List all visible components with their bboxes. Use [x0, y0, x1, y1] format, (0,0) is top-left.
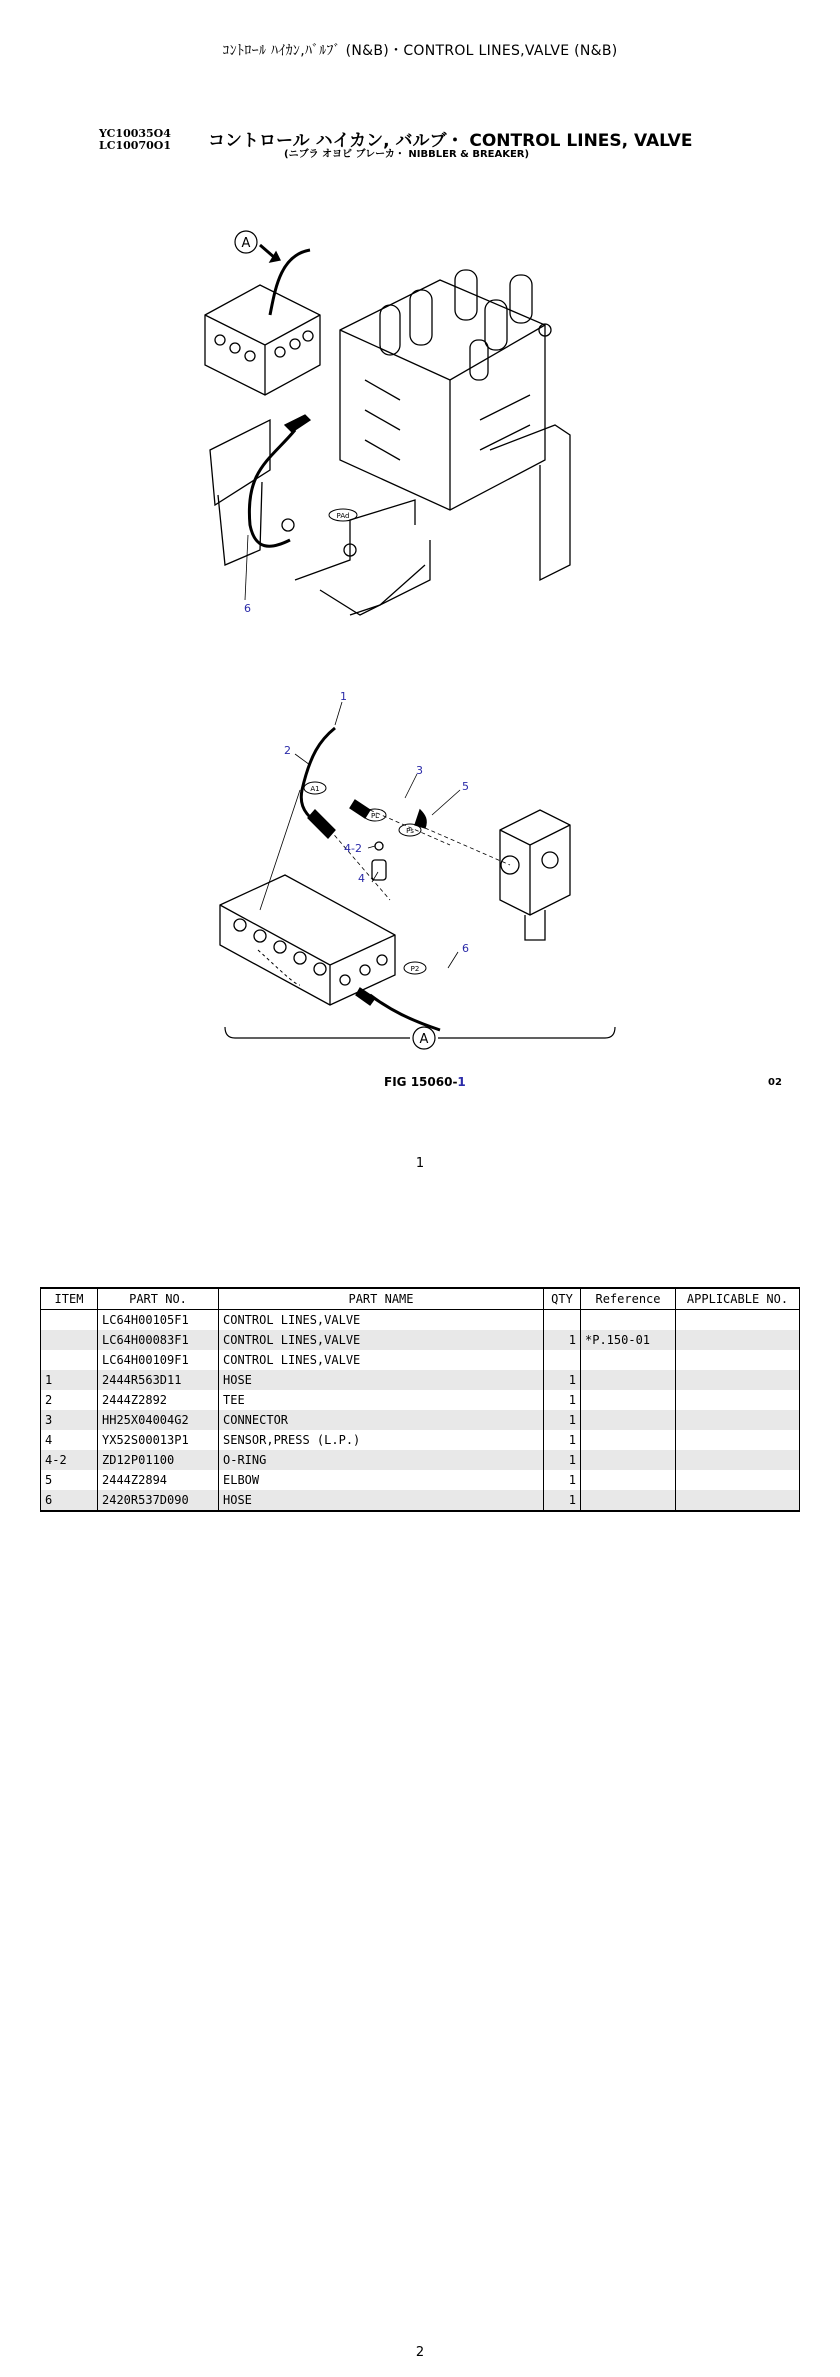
cell-part-no: LC64H00083F1 — [98, 1330, 219, 1350]
upper-item-6-label: 6 — [244, 602, 251, 615]
cell-applicable — [676, 1310, 800, 1331]
cell-part-no: 2444Z2892 — [98, 1390, 219, 1410]
col-part-no-header: PART NO. — [98, 1288, 219, 1310]
view-a-label: A — [241, 236, 251, 251]
port-ps-label: Ps — [406, 827, 414, 835]
upper-hose-6 — [249, 430, 295, 546]
cell-part-name: HOSE — [219, 1490, 544, 1511]
table-row — [41, 1330, 800, 1350]
cell-qty: 1 — [544, 1490, 581, 1511]
cell-item — [41, 1310, 98, 1331]
sheet-number: 02 — [768, 1077, 782, 1088]
figure-caption-prefix: FIG 15060- — [384, 1075, 458, 1089]
cell-reference — [581, 1390, 676, 1410]
cell-reference — [581, 1370, 676, 1390]
cell-part-name: ELBOW — [219, 1470, 544, 1490]
cell-part-name: TEE — [219, 1390, 544, 1410]
figure-caption-number: 1 — [457, 1075, 466, 1089]
page-number-bottom: 2 — [415, 2345, 425, 2360]
cell-item — [41, 1330, 98, 1350]
cell-applicable — [676, 1390, 800, 1410]
col-item-header: ITEM — [41, 1288, 98, 1310]
cell-part-no: LC64H00109F1 — [98, 1350, 219, 1370]
cell-qty — [544, 1310, 581, 1331]
valve-block-drawing — [205, 270, 570, 615]
cell-part-no: YX52S00013P1 — [98, 1430, 219, 1450]
figure-caption — [384, 1075, 466, 1089]
item-label-4: 4 — [358, 872, 365, 885]
item-label-1: 1 — [340, 690, 347, 703]
item-label-3: 3 — [416, 764, 423, 777]
figure-code-1: YC10035O4 — [99, 127, 171, 140]
cell-part-name: CONNECTOR — [219, 1410, 544, 1430]
item-label-6: 6 — [462, 942, 469, 955]
cell-applicable — [676, 1330, 800, 1350]
table-row — [41, 1470, 800, 1490]
cell-part-name: O-RING — [219, 1450, 544, 1470]
oring-item-4-2 — [375, 842, 383, 850]
cell-reference — [581, 1450, 676, 1470]
valve-bank-drawing — [220, 875, 395, 1005]
port-a1-label: A1 — [310, 785, 320, 793]
cell-applicable — [676, 1450, 800, 1470]
cell-reference — [581, 1470, 676, 1490]
cell-applicable — [676, 1350, 800, 1370]
cell-part-no: 2444Z2894 — [98, 1470, 219, 1490]
page-number-top: 1 — [415, 1156, 425, 1171]
cell-item: 3 — [41, 1410, 98, 1430]
parts-table — [40, 1287, 800, 1512]
cell-applicable — [676, 1410, 800, 1430]
item-label-4-2: 4-2 — [344, 842, 362, 855]
cell-qty: 1 — [544, 1450, 581, 1470]
upper-drawing — [200, 220, 600, 640]
cell-item: 4 — [41, 1430, 98, 1450]
table-row — [41, 1350, 800, 1370]
cell-reference — [581, 1490, 676, 1511]
sensor-item-4 — [372, 860, 386, 880]
cell-part-no: LC64H00105F1 — [98, 1310, 219, 1331]
cell-applicable — [676, 1490, 800, 1511]
figure-subtitle: (ニブラ オヨビ ブレーカ・ NIBBLER & BREAKER) — [284, 149, 530, 160]
cell-part-name: SENSOR,PRESS (L.P.) — [219, 1430, 544, 1450]
cell-part-no: ZD12P01100 — [98, 1450, 219, 1470]
col-part-name-header: PART NAME — [219, 1288, 544, 1310]
cell-part-name: CONTROL LINES,VALVE — [219, 1310, 544, 1331]
table-row — [41, 1430, 800, 1450]
table-row — [41, 1410, 800, 1430]
cell-qty: 1 — [544, 1330, 581, 1350]
figure-code-2: LC10070O1 — [99, 139, 171, 152]
connector-item-3 — [350, 800, 370, 818]
cell-part-no: HH25X04004G2 — [98, 1410, 219, 1430]
col-reference-header: Reference — [581, 1288, 676, 1310]
cell-part-name: HOSE — [219, 1370, 544, 1390]
port-pl-label: PL — [370, 812, 380, 820]
cell-item: 6 — [41, 1490, 98, 1511]
cell-part-no: 2444R563D11 — [98, 1370, 219, 1390]
table-header-row — [41, 1288, 800, 1310]
cell-applicable — [676, 1470, 800, 1490]
cell-reference: *P.150-01 — [581, 1330, 676, 1350]
col-applicable-header: APPLICABLE NO. — [676, 1288, 800, 1310]
port-pad-label: PAd — [336, 512, 350, 520]
cell-item — [41, 1350, 98, 1370]
cell-applicable — [676, 1430, 800, 1450]
cell-reference — [581, 1350, 676, 1370]
cell-item: 1 — [41, 1370, 98, 1390]
cell-part-name: CONTROL LINES,VALVE — [219, 1350, 544, 1370]
table-row — [41, 1490, 800, 1511]
cell-part-name: CONTROL LINES,VALVE — [219, 1330, 544, 1350]
item-label-2: 2 — [284, 744, 291, 757]
port-p2-label: P2 — [410, 965, 420, 973]
cell-item: 4-2 — [41, 1450, 98, 1470]
bracket-a-label: A — [419, 1032, 429, 1047]
cell-reference — [581, 1430, 676, 1450]
hose-item-6 — [370, 995, 440, 1030]
table-row — [41, 1450, 800, 1470]
cell-qty: 1 — [544, 1430, 581, 1450]
pilot-valve-drawing — [500, 810, 570, 940]
cell-qty: 1 — [544, 1410, 581, 1430]
cell-reference — [581, 1310, 676, 1331]
table-row — [41, 1390, 800, 1410]
table-row — [41, 1370, 800, 1390]
cell-qty: 1 — [544, 1370, 581, 1390]
cell-item: 2 — [41, 1390, 98, 1410]
cell-qty: 1 — [544, 1470, 581, 1490]
col-qty-header: QTY — [544, 1288, 581, 1310]
cell-applicable — [676, 1370, 800, 1390]
cell-reference — [581, 1410, 676, 1430]
page-title: ｺﾝﾄﾛｰﾙ ﾊｲｶﾝ,ﾊﾞﾙﾌﾞ (N&B)・CONTROL LINES,VALVE (N&B) — [222, 43, 618, 59]
figure-title: コントロール ハイカン, バルブ・ CONTROL LINES, VALVE — [208, 131, 693, 151]
cell-qty: 1 — [544, 1390, 581, 1410]
table-row — [41, 1310, 800, 1331]
lower-drawing — [210, 670, 630, 1060]
cell-qty — [544, 1350, 581, 1370]
tee-item-2 — [308, 810, 335, 838]
item-label-5: 5 — [462, 780, 469, 793]
cell-part-no: 2420R537D090 — [98, 1490, 219, 1511]
cell-item: 5 — [41, 1470, 98, 1490]
